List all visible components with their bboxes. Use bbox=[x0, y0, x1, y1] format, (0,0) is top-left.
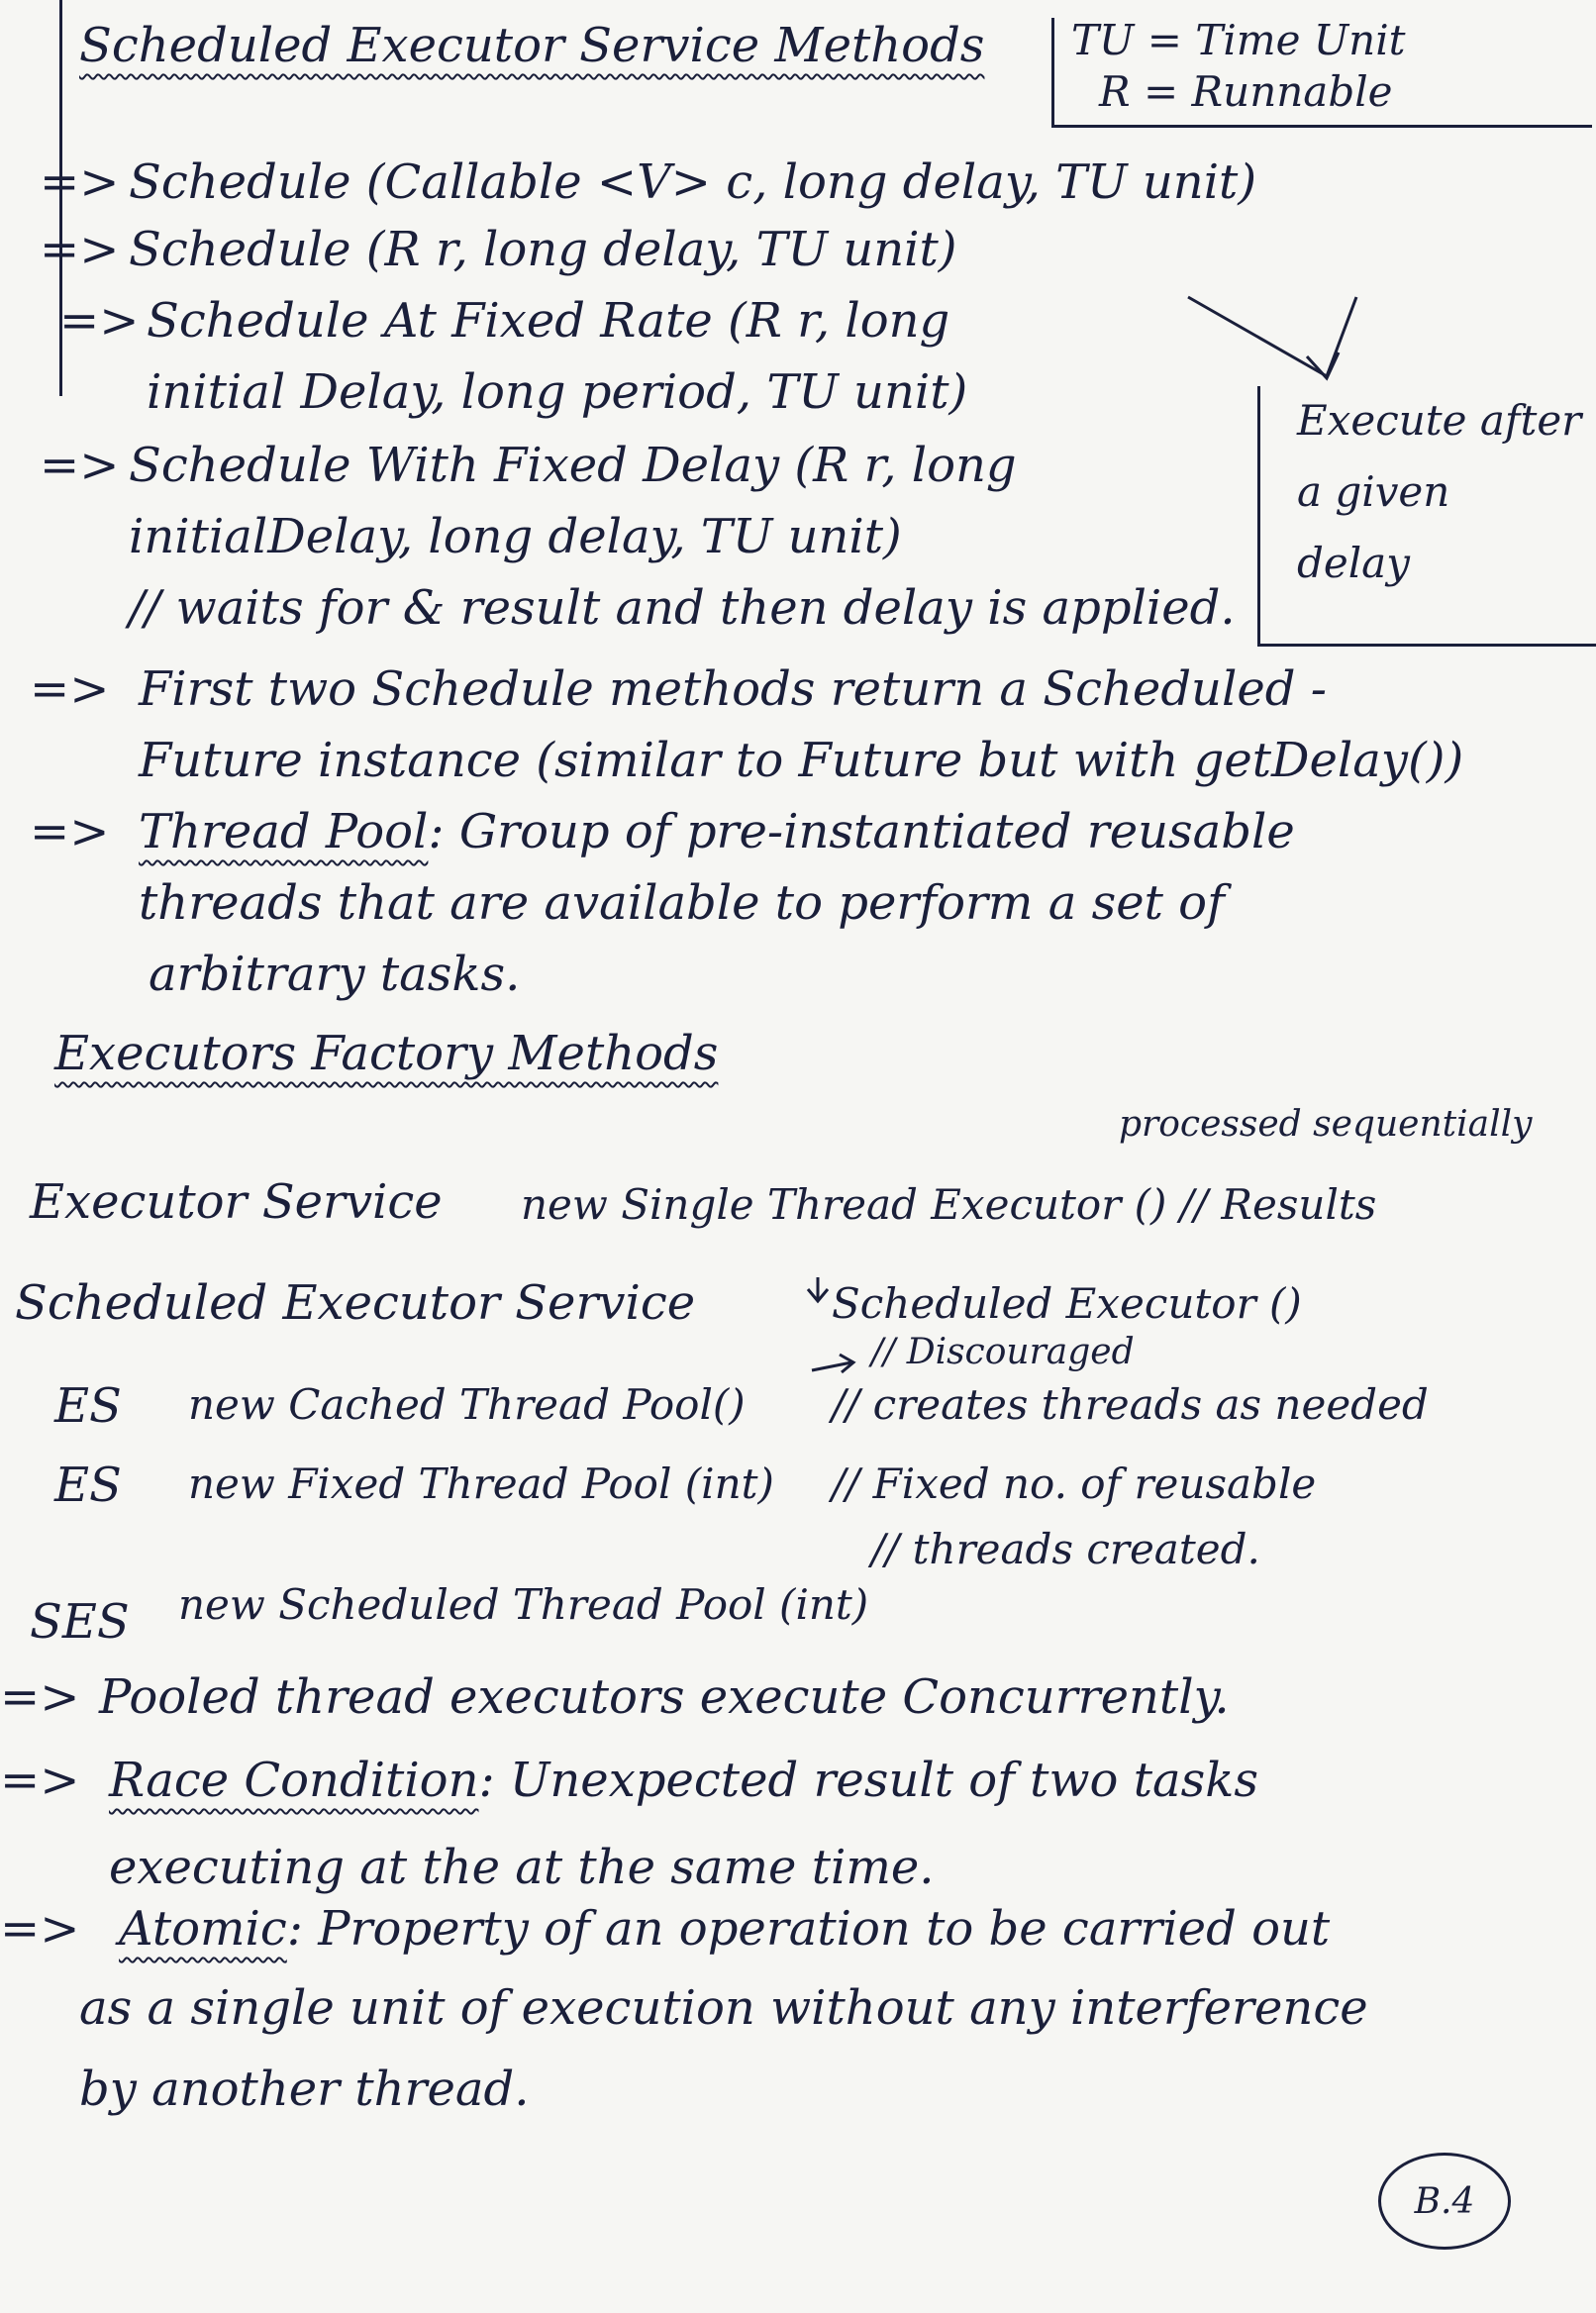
single-thread-executor: new Single Thread Executor () // Results bbox=[521, 1180, 1377, 1229]
cached-thread-pool: new Cached Thread Pool() bbox=[188, 1380, 746, 1429]
method-schedule-fixed-rate-cont: initial Delay, long period, TU unit) bbox=[147, 364, 968, 420]
method-schedule-fixed-rate: Schedule At Fixed Rate (R r, long bbox=[147, 293, 950, 349]
method-schedule-fixed-delay-cont: initialDelay, long delay, TU unit) bbox=[129, 509, 902, 564]
wait-note: // waits for & result and then delay is applied. bbox=[129, 580, 1236, 636]
first-two-arrow: => bbox=[30, 661, 110, 717]
first-two-line-2: Future instance (similar to Future but with getDelay()) bbox=[139, 733, 1464, 788]
race-condition-term: Race Condition bbox=[109, 1753, 479, 1808]
note-arrow: => bbox=[0, 1753, 80, 1808]
method-arrow: => bbox=[40, 154, 120, 210]
processed-note: processed sequentially bbox=[1119, 1104, 1533, 1145]
thread-pool-term: Thread Pool bbox=[139, 804, 429, 859]
legend-tu: TU = Time Unit bbox=[1071, 16, 1406, 64]
arrow-line-1 bbox=[1188, 297, 1327, 376]
side-note-line-1: Execute after bbox=[1297, 396, 1582, 445]
method-arrow: => bbox=[59, 293, 140, 349]
page-number-badge bbox=[1378, 2153, 1511, 2250]
es-type: Executor Service bbox=[30, 1174, 443, 1230]
right-arrow-icon bbox=[812, 1355, 853, 1372]
discouraged-note: // Discouraged bbox=[871, 1332, 1135, 1372]
factory-row-type: ES bbox=[54, 1378, 122, 1434]
thread-pool-arrow: => bbox=[30, 804, 110, 859]
side-note-line-2: a given bbox=[1297, 467, 1450, 516]
race-condition-cont: executing at the at the same time. bbox=[109, 1840, 935, 1895]
method-schedule-runnable: Schedule (R r, long delay, TU unit) bbox=[129, 222, 957, 277]
note-arrow: => bbox=[0, 1901, 80, 1957]
page-title: Scheduled Executor Service Methods bbox=[79, 18, 985, 73]
ses-row-type: SES bbox=[30, 1594, 130, 1650]
note-arrow: => bbox=[0, 1669, 80, 1725]
factory-row-type: ES bbox=[54, 1458, 122, 1513]
scheduled-thread-pool: new Scheduled Thread Pool (int) bbox=[178, 1580, 869, 1629]
pooled-thread-note: Pooled thread executors execute Concurrently. bbox=[99, 1669, 1230, 1725]
atomic-cont-2: by another thread. bbox=[79, 2062, 530, 2117]
thread-pool-line-3: arbitrary tasks. bbox=[149, 947, 521, 1002]
legend-r: R = Runnable bbox=[1099, 67, 1393, 116]
factory-heading: Executors Factory Methods bbox=[54, 1026, 719, 1081]
method-arrow: => bbox=[40, 438, 120, 493]
thread-pool-line-2: threads that are available to perform a set of bbox=[139, 875, 1225, 931]
atomic-text: : Property of an operation to be carried out bbox=[286, 1901, 1331, 1957]
fixed-thread-pool: new Fixed Thread Pool (int) bbox=[188, 1459, 774, 1508]
scheduled-executor: Scheduled Executor () bbox=[832, 1279, 1302, 1328]
race-condition-text: : Unexpected result of two tasks bbox=[478, 1753, 1258, 1808]
down-arrow-icon bbox=[808, 1277, 828, 1301]
thread-pool-line-1: : Group of pre-instantiated reusable bbox=[428, 804, 1295, 859]
fixed-thread-pool-comment: // Fixed no. of reusable bbox=[832, 1459, 1317, 1508]
arrow-line-2 bbox=[1327, 297, 1356, 376]
ses-type: Scheduled Executor Service bbox=[15, 1275, 696, 1331]
atomic-cont-1: as a single unit of execution without any interference bbox=[79, 1980, 1368, 2036]
page-number: B.4 bbox=[1414, 2180, 1475, 2222]
method-schedule-fixed-delay: Schedule With Fixed Delay (R r, long bbox=[129, 438, 1017, 493]
first-two-line-1: First two Schedule methods return a Scheduled - bbox=[139, 661, 1327, 717]
threads-created-note: // threads created. bbox=[871, 1525, 1260, 1573]
side-note-line-3: delay bbox=[1297, 539, 1410, 587]
method-arrow: => bbox=[40, 222, 120, 277]
atomic-term: Atomic bbox=[119, 1901, 287, 1957]
cached-thread-pool-comment: // creates threads as needed bbox=[832, 1380, 1429, 1429]
method-schedule-callable: Schedule (Callable <V> c, long delay, TU unit) bbox=[129, 154, 1257, 210]
